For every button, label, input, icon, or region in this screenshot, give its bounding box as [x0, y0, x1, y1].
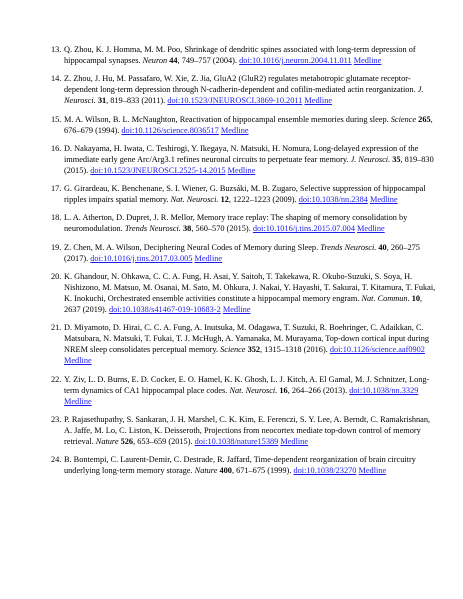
reference-journal: J. Neurosci. — [64, 85, 424, 106]
doi-link[interactable]: doi:10.1016/j.tins.2017.03.005 — [90, 253, 193, 263]
reference-title: Reactivation of hippocampal ensemble memories during sleep. — [179, 114, 389, 124]
reference-number: 18. — [51, 213, 62, 223]
doi-link[interactable]: doi:10.1016/j.tins.2015.07.004 — [252, 224, 355, 234]
reference-volume: 10 — [411, 294, 421, 304]
reference-entry — [51, 114, 436, 136]
reference-number: 19. — [51, 242, 62, 252]
doi-link[interactable]: doi:10.1038/nn.3329 — [349, 385, 419, 395]
reference-authors: M. A. Wilson, B. L. McNaughton, — [64, 114, 178, 124]
reference-authors: B. Bontempi, C. Laurent-Demir, C. Destrade, R. Jaffard, — [64, 455, 252, 465]
reference-volume: 526 — [120, 436, 134, 446]
doi-link[interactable]: doi:10.1038/s41467-019-10683-2 — [108, 305, 221, 315]
reference-entry — [51, 242, 436, 264]
reference-entry — [51, 374, 436, 407]
reference-journal: Trends Neurosci. — [124, 224, 181, 234]
doi-link[interactable]: doi:10.1038/23270 — [293, 466, 357, 476]
reference-number: 24. — [51, 455, 62, 465]
reference-pages: , 671–675 (1999). — [231, 466, 292, 476]
reference-title: Deciphering Neural Codes of Memory during Sleep. — [143, 242, 319, 252]
reference-pages: , 1222–1223 (2009). — [228, 195, 297, 205]
medline-link[interactable]: Medline — [280, 436, 309, 446]
reference-entry — [51, 271, 436, 315]
reference-journal: Science — [390, 114, 417, 124]
reference-journal: Nature — [95, 436, 119, 446]
reference-title: Shrinkage of dendritic spines associated with long-term depression of hippocampal synapses. — [64, 45, 416, 65]
reference-title: Long-delayed expression of the immediate early gene Arc/Arg3.1 refines neuronal circuits to perpetuate fear memory. — [64, 143, 419, 164]
reference-entry — [51, 322, 436, 366]
medline-link[interactable]: Medline — [369, 195, 398, 205]
reference-pages: , 819–833 (2011). — [106, 96, 166, 106]
reference-authors: D. Miyamoto, D. Hirai, C. C. A. Fung, A. Inutsuka, M. Odagawa, T. Suzuki, R. Boehringer, C. Adaikkan, C. Matsubara, N. Matsuki, T. Fukai, T. J. McHugh, A. Yamanaka, M. Murayama, — [64, 323, 424, 344]
reference-entry — [51, 212, 436, 234]
reference-title: Selective suppression of hippocampal ripples impairs spatial memory. — [64, 184, 426, 205]
reference-pages: , 264–266 (2013). — [287, 385, 348, 395]
reference-volume: 400 — [219, 466, 232, 476]
reference-authors: Y. Ziv, L. D. Burns, E. D. Cocker, E. O. Hamel, K. K. Ghosh, L. J. Kitch, A. El Gamal, M. J. Schnitzer, — [64, 374, 407, 384]
reference-pages: , 1315–1318 (2016). — [260, 345, 328, 355]
reference-number: 23. — [51, 414, 62, 424]
reference-entry — [51, 44, 436, 66]
reference-authors: D. Nakayama, H. Iwata, C. Teshirogi, Y. Ikegaya, N. Matsuki, H. Nomura, — [64, 143, 312, 153]
reference-title: Projections from neocortex mediate top-down control of memory retrieval. — [64, 425, 421, 446]
reference-pages: , 749–757 (2004). — [177, 56, 238, 65]
medline-link[interactable]: Medline — [227, 165, 256, 175]
reference-authors: K. Ghandour, N. Ohkawa, C. C. A. Fung, H. Asai, Y. Saitoh, T. Takekawa, R. Okubo-Suzuki, S. Soya, H. Nishizono, M. Matsuo, M. Osanai, M. Sato, M. Ohkura, J. Nakai, Y. Hayashi, T. Sakurai, T. Kitamura, T. Fukai, K. Inokuchi, — [64, 272, 436, 304]
reference-pages: , 560–570 (2015). — [191, 224, 251, 234]
doi-link[interactable]: doi:10.1038/nn.2384 — [298, 195, 368, 205]
reference-number: 20. — [51, 272, 62, 282]
reference-journal: Trends Neurosci. — [320, 242, 377, 252]
reference-authors: G. Girardeau, K. Benchenane, S. I. Wiener, G. Buzsáki, M. B. Zugaro, — [64, 184, 298, 194]
reference-title: Time-dependent reorganization of brain circuitry underlying long-term memory storage. — [64, 455, 416, 476]
medline-link[interactable]: Medline — [357, 224, 385, 234]
reference-entry — [51, 183, 436, 205]
medline-link[interactable]: Medline — [358, 466, 387, 476]
reference-volume: 16 — [279, 385, 288, 395]
reference-number: 15. — [51, 114, 62, 124]
medline-link[interactable]: Medline — [304, 96, 333, 106]
reference-pages: , 2637 (2019). — [64, 294, 423, 315]
reference-authors: Z. Chen, M. A. Wilson, — [64, 242, 142, 252]
reference-journal: Nat. Commun. — [361, 294, 410, 304]
reference-number: 16. — [51, 143, 62, 153]
reference-authors: Z. Zhou, J. Hu, M. Passafaro, W. Xie, Z. Jia, — [64, 74, 212, 84]
reference-journal: Nature — [194, 466, 218, 476]
reference-volume: 38 — [183, 224, 192, 234]
reference-number: 21. — [51, 323, 62, 333]
reference-pages: , 819–830 (2015). — [64, 154, 434, 175]
reference-volume: 265 — [418, 114, 431, 124]
medline-link[interactable]: Medline — [64, 396, 92, 406]
reference-authors: L. A. Atherton, D. Dupret, J. R. Mellor, — [64, 213, 195, 223]
medline-link[interactable]: Medline — [222, 305, 251, 315]
reference-journal: Nat. Neurosci. — [229, 385, 278, 395]
reference-journal: J. Neurosci. — [350, 154, 391, 164]
reference-number: 22. — [51, 374, 62, 384]
reference-pages: , 676–679 (1994). — [64, 114, 433, 135]
reference-title: Orchestrated ensemble activities constitute a hippocampal memory engram. — [107, 294, 360, 304]
reference-journal: Neuron — [142, 56, 168, 65]
medline-link[interactable]: Medline — [194, 253, 223, 263]
doi-link[interactable]: doi:10.1038/nature15389 — [194, 436, 279, 446]
reference-entry — [51, 143, 436, 176]
reference-number: 17. — [51, 184, 62, 194]
reference-title: Top-down cortical input during NREM sleep consolidates perceptual memory. — [64, 334, 430, 355]
reference-pages: , 260–275 (2017). — [64, 242, 420, 263]
reference-volume: 40 — [378, 242, 387, 252]
reference-number: 13. — [51, 45, 62, 54]
reference-volume: 12 — [220, 195, 229, 205]
reference-number: 14. — [51, 74, 62, 84]
reference-authors: Q. Zhou, K. J. Homma, M. M. Poo, — [64, 45, 183, 54]
reference-volume: 44 — [169, 56, 178, 65]
reference-title: Long-term dynamics of CA1 hippocampal place codes. — [64, 374, 430, 395]
reference-title: GluA2 (GluR2) regulates metabotropic glutamate receptor-dependent long-term depression through N-cadherin-dependent and cofilin-mediated actin reorganization. — [64, 74, 416, 95]
reference-volume: 31 — [97, 96, 107, 106]
doi-link[interactable]: doi:10.1016/j.neuron.2004.11.011 — [239, 56, 352, 65]
reference-entry — [51, 73, 436, 106]
reference-title: Memory trace replay: The shaping of memory consolidation by neuromodulation. — [64, 213, 408, 234]
reference-authors: P. Rajasethupathy, S. Sankaran, J. H. Marshel, C. K. Kim, E. Ferenczi, S. Y. Lee, A. Berndt, C. Ramakrishnan, A. Jaffe, M. Lo, C. Liston, K. Deisseroth, — [64, 414, 431, 435]
reference-entry — [51, 414, 436, 447]
reference-list — [51, 44, 436, 484]
reference-journal: Nat. Neurosci. — [170, 195, 219, 205]
doi-link[interactable]: doi:10.1523/JNEUROSCI.3869-10.2011 — [167, 96, 303, 106]
doi-link[interactable]: doi:10.1523/JNEUROSCI.2525-14.2015 — [90, 165, 226, 175]
doi-link[interactable]: doi:10.1126/science.8036517 — [121, 125, 219, 135]
reference-entry — [51, 454, 436, 476]
reference-journal: Science — [220, 345, 246, 355]
medline-link[interactable]: Medline — [220, 125, 249, 135]
medline-link[interactable]: Medline — [353, 56, 382, 65]
medline-link[interactable]: Medline — [64, 356, 92, 366]
reference-volume: 35 — [392, 154, 401, 164]
reference-pages: , 653–659 (2015). — [133, 436, 193, 446]
doi-link[interactable]: doi:10.1126/science.aaf0902 — [329, 345, 425, 355]
reference-volume: 352 — [247, 345, 261, 355]
